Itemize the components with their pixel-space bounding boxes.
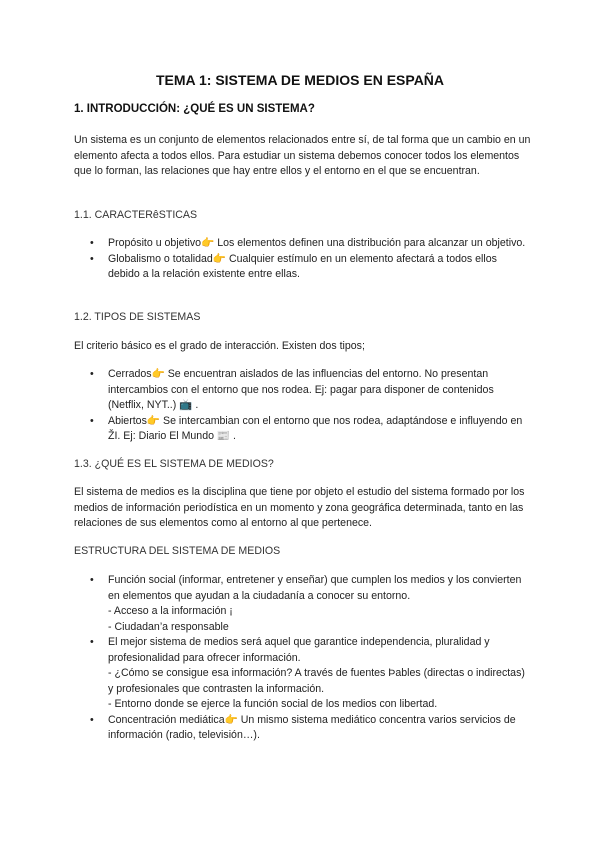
- item-lead: Cerrados: [108, 368, 152, 380]
- list-item: [90, 713, 530, 744]
- bullet-icon: •: [90, 574, 94, 586]
- estructura-list: [90, 573, 530, 744]
- section-heading-estructura: ESTRUCTURA DEL SISTEMA DE MEDIOS: [74, 545, 281, 557]
- tipos-intro: El criterio básico es el grado de interacción. Existen dos tipos;: [74, 340, 365, 352]
- item-lead: Globalismo o totalidad: [108, 252, 213, 265]
- pointing-hand-icon: 👉: [224, 713, 238, 726]
- section-heading-intro: 1. INTRODUCCIÓN: ¿QUÉ ES UN SISTEMA?: [74, 103, 315, 115]
- bullet-icon: •: [90, 237, 94, 249]
- bullet-icon: •: [90, 368, 94, 380]
- sistema-medios-paragraph: El sistema de medios es la disciplina que tiene por objeto el estudio del sistema formado por los medios de información periodística en un momento y zona geográfica determinada, tanto en las relaciones de sus elementos como al entorno al que pertenece.: [74, 486, 525, 529]
- item-text: Un mismo sistema mediático concentra varios servicios de información (radio, televisión…).: [108, 713, 516, 741]
- list-item: [90, 414, 530, 445]
- item-lead: Propósito u objetivo: [108, 237, 202, 249]
- item-text: El mejor sistema de medios será aquel que garantice independencia, pluralidad y profesionalidad para ofrecer información.: [108, 636, 490, 664]
- bullet-icon: •: [90, 636, 94, 648]
- bullet-icon: •: [90, 713, 94, 726]
- list-item: [90, 573, 530, 635]
- sub-item: - Entorno donde se ejerce la función social de los medios con libertad.: [108, 698, 438, 710]
- item-text: Cualquier estímulo en un elemento afectará a todos ellos debido a la relación existente entre ellas.: [108, 252, 497, 280]
- list-item: [90, 236, 530, 252]
- section-heading-caracteristicas: 1.1. CARACTERêSTICAS: [74, 209, 198, 221]
- sub-item: - ¿Cómo se consigue esa información? A través de fuentes Þables (directas o indirectas) y profesionales que contrasten la información.: [108, 667, 525, 695]
- page-title: TEMA 1: SISTEMA DE MEDIOS EN ESPAÑA: [155, 72, 445, 88]
- bullet-icon: •: [90, 252, 94, 265]
- item-lead: Abiertos: [108, 414, 147, 427]
- intro-paragraph: Un sistema es un conjunto de elementos relacionados entre sí, de tal forma que un cambio en un elemento afecta a todos ellos. Para estudiar un sistema debemos conocer todos los elementos que lo forman, las relaciones que hay entre ellos y el entorno en el que se encuentran.: [74, 134, 531, 177]
- item-text: Se encuentran aislados de las influencias del entorno. No presentan intercambios con el entorno que nos rodea. Ej: pagar para disponer de contenidos (Netflix, NYT..) 📺 .: [108, 368, 494, 411]
- list-item: [90, 252, 530, 283]
- pointing-hand-icon: 👉: [212, 252, 227, 265]
- pointing-hand-icon: 👉: [146, 414, 161, 427]
- caracteristicas-list: [90, 236, 530, 283]
- pointing-hand-icon: 👉: [151, 368, 165, 380]
- item-lead: Concentración mediática: [108, 713, 225, 726]
- section-heading-tipos: 1.2. TIPOS DE SISTEMAS: [74, 311, 201, 323]
- item-text: Función social (informar, entretener y enseñar) que cumplen los medios y los convierten en elementos que ayudan a la ciudadanía a conocer su entorno.: [108, 574, 522, 602]
- item-text: Se intercambian con el entorno que nos rodea, adaptándose e influyendo en ŽI. Ej: Diario El Mundo 📰 .: [108, 414, 523, 442]
- tipos-list: [90, 367, 530, 445]
- sub-item: - Ciudadan’a responsable: [108, 620, 229, 633]
- item-text: Los elementos definen una distribución para alcanzar un objetivo.: [214, 237, 526, 249]
- pointing-hand-icon: 👉: [201, 237, 215, 249]
- bullet-icon: •: [90, 414, 94, 427]
- list-item: [90, 367, 530, 414]
- section-heading-sistema-medios: 1.3. ¿QUÉ ES EL SISTEMA DE MEDIOS?: [74, 458, 274, 470]
- list-item: [90, 635, 530, 713]
- sub-item: - Acceso a la información ¡: [108, 605, 233, 617]
